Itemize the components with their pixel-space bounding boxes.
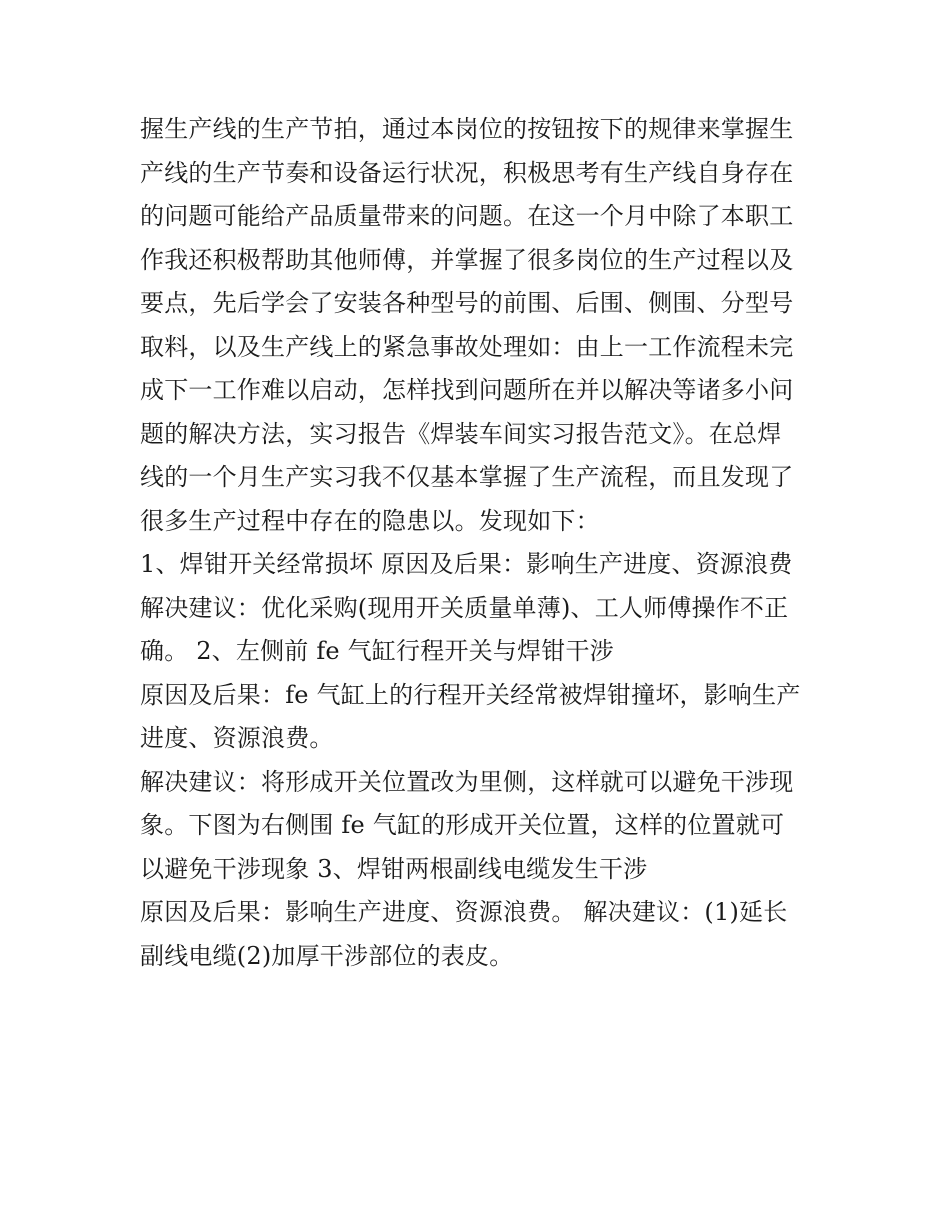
text-line-20: 副线电缆(2)加厚干涉部位的表皮。 xyxy=(140,941,514,970)
text-line-6: 取料，以及生产线上的紧急事故处理如：由上一工作流程未完 xyxy=(140,332,794,361)
document-body xyxy=(140,108,820,978)
text-line-2: 产线的生产节奏和设备运行状况，积极思考有生产线自身存在 xyxy=(140,158,794,187)
text-line-11: 1、焊钳开关经常损坏 原因及后果：影响生产进度、资源浪费 xyxy=(140,550,793,578)
text-line-8: 题的解决方法，实习报告《焊装车间实习报告范文》。在总焊 xyxy=(140,419,782,448)
text-line-13: 确。 2、左侧前 fe 气缸行程开关与焊钳干涉 xyxy=(140,637,614,665)
text-line-17: 象。下图为右侧围 fe 气缸的形成开关位置，这样的位置就可 xyxy=(140,811,785,839)
text-line-16: 解决建议：将形成开关位置改为里侧，这样就可以避免干涉现 xyxy=(140,767,794,796)
text-line-5: 要点，先后学会了安装各种型号的前围、后围、侧围、分型号 xyxy=(140,289,794,317)
text-line-14: 原因及后果：fe 气缸上的行程开关经常被焊钳撞坏，影响生产 xyxy=(140,680,801,709)
text-line-7: 成下一工作难以启动，怎样找到问题所在并以解决等诸多小问 xyxy=(140,376,794,404)
text-line-4: 作我还积极帮助其他师傅，并掌握了很多岗位的生产过程以及 xyxy=(140,245,794,274)
text-line-1: 握生产线的生产节拍，通过本岗位的按钮按下的规律来掌握生 xyxy=(140,115,794,143)
text-line-9: 线的一个月生产实习我不仅基本掌握了生产流程，而且发现了 xyxy=(140,463,794,491)
text-line-18: 以避免干涉现象 3、焊钳两根副线电缆发生干涉 xyxy=(140,854,648,883)
text-line-12: 解决建议：优化采购(现用开关质量单薄)、工人师傅操作不正 xyxy=(140,593,789,622)
text-line-10: 很多生产过程中存在的隐患以。发现如下： xyxy=(140,506,600,535)
text-line-15: 进度、资源浪费。 xyxy=(140,724,334,752)
text-line-19: 原因及后果：影响生产进度、资源浪费。 解决建议：(1)延长 xyxy=(140,898,788,926)
text-line-3: 的问题可能给产品质量带来的问题。在这一个月中除了本职工 xyxy=(140,202,794,230)
